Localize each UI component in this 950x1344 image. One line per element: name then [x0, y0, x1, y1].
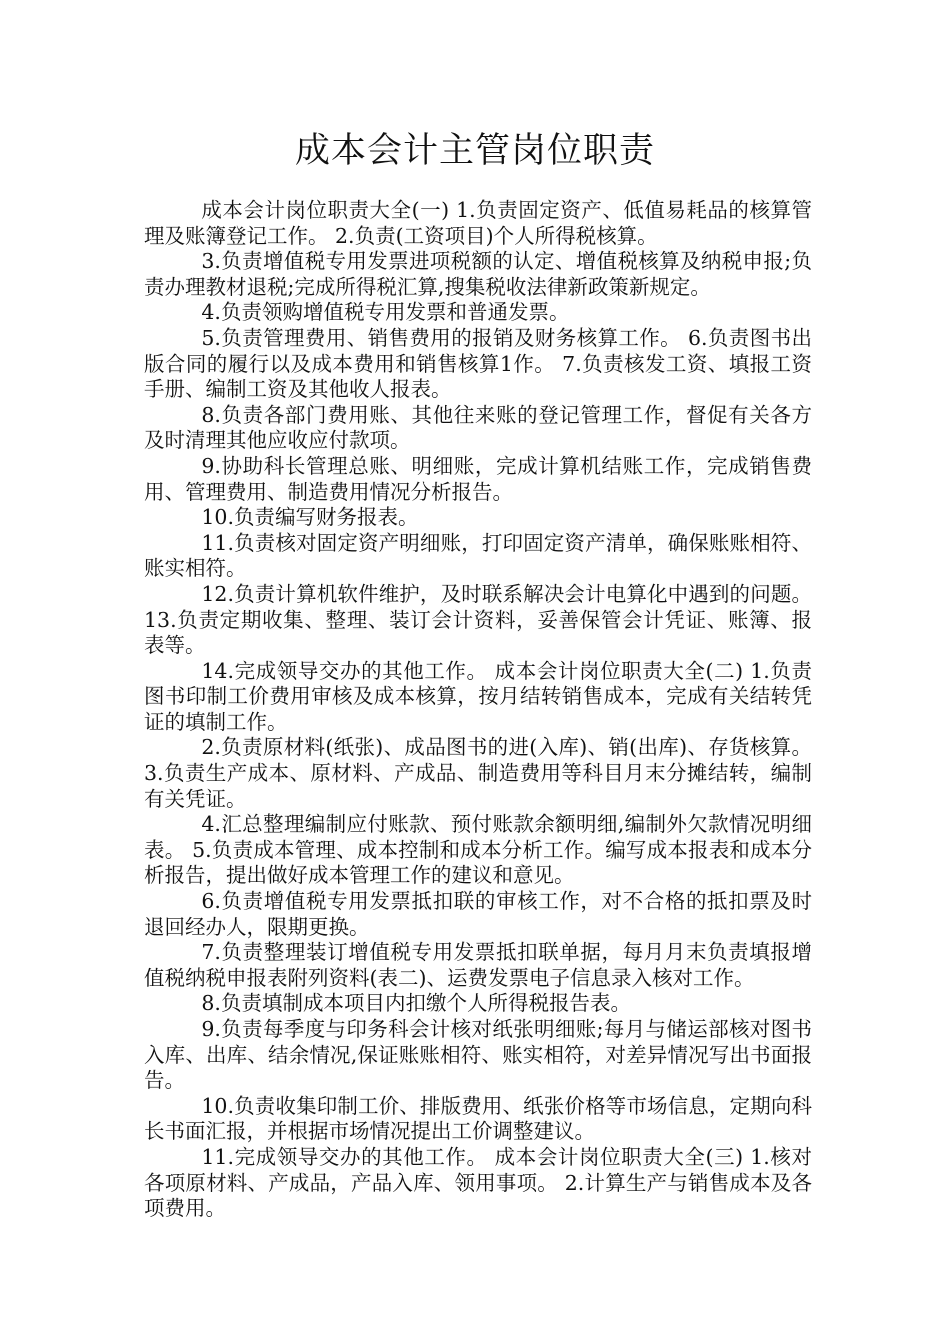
paragraph-14: 7.负责整理装订增值税专用发票抵扣联单据，每月月末负责填报增值税纳税申报表附列资料(表二)、运费发票电子信息录入核对工作。 — [144, 940, 812, 990]
paragraph-17: 10.负责收集印制工价、排版费用、纸张价格等市场信息，定期向科长书面汇报，并根据市场情况提出工价调整建议。 — [144, 1093, 812, 1144]
document-body — [144, 198, 812, 1222]
paragraph-18: 11.完成领导交办的其他工作。 成本会计岗位职责大全(三) 1.核对各项原材料、产成品，产品入库、领用事项。 2.计算生产与销售成本及各项费用。 — [144, 1144, 812, 1221]
document-title: 成本会计主管岗位职责 — [294, 131, 655, 171]
paragraph-15: 8.负责填制成本项目内扣缴个人所得税报告表。 — [201, 991, 631, 1016]
paragraph-12: 4.汇总整理编制应付账款、预付账款余额明细,编制外欠款情况明细表。 5.负责成本管理、成本控制和成本分析工作。编写成本报表和成本分析报告，提出做好成本管理工作的建议和意见。 — [144, 812, 812, 888]
paragraph-6: 9.协助科长管理总账、明细账，完成计算机结账工作，完成销售费用、管理费用、制造费用情况分析报告。 — [144, 453, 812, 504]
paragraph-16: 9.负责每季度与印务科会计核对纸张明细账;每月与储运部核对图书入库、出库、结余情况,保证账账相符、账实相符，对差异情况写出书面报告。 — [144, 1017, 812, 1093]
paragraph-3: 4.负责领购增值税专用发票和普通发票。 — [201, 300, 570, 325]
paragraph-9: 12.负责计算机软件维护，及时联系解决会计电算化中遇到的问题。 13.负责定期收集、整理、装订会计资料，妥善保管会计凭证、账簿、报表等。 — [144, 581, 812, 658]
paragraph-11: 2.负责原材料(纸张)、成品图书的进(入库)、销(出库)、存货核算。 3.负责生产成本、原材料、产成品、制造费用等科目月末分摊结转，编制有关凭证。 — [144, 735, 812, 811]
paragraph-10: 14.完成领导交办的其他工作。 成本会计岗位职责大全(二) 1.负责图书印制工价费用审核及成本核算，按月结转销售成本，完成有关结转凭证的填制工作。 — [144, 658, 812, 734]
paragraph-1: 成本会计岗位职责大全(一) 1.负责固定资产、低值易耗品的核算管理及账簿登记工作。 2.负责(工资项目)个人所得税核算。 — [144, 198, 812, 248]
paragraph-4: 5.负责管理费用、销售费用的报销及财务核算工作。 6.负责图书出版合同的履行以及成本费用和销售核算1作。 7.负责核发工资、填报工资手册、编制工资及其他收人报表。 — [144, 325, 812, 402]
paragraph-2: 3.负责增值税专用发票进项税额的认定、增值税核算及纳税申报;负责办理教材退税;完成所得税汇算,搜集税收法律新政策新规定。 — [144, 249, 812, 299]
paragraph-5: 8.负责各部门费用账、其他往来账的登记管理工作，督促有关各方及时清理其他应收应付款项。 — [144, 402, 812, 453]
paragraph-13: 6.负责增值税专用发票抵扣联的审核工作，对不合格的抵扣票及时退回经办人，限期更换。 — [144, 889, 812, 939]
paragraph-7: 10.负责编写财务报表。 — [201, 505, 419, 530]
paragraph-8: 11.负责核对固定资产明细账，打印固定资产清单，确保账账相符、账实相符。 — [144, 530, 812, 581]
